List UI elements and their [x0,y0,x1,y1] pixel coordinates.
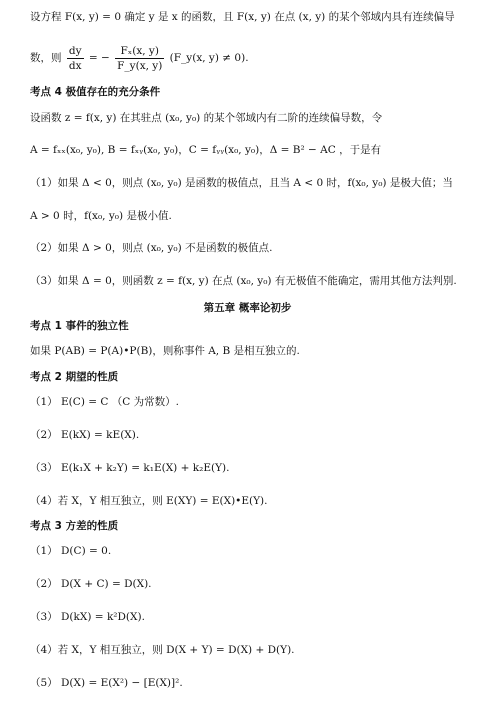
partial-fraction [115,44,164,73]
condition-text: (F_y(x, y) ≠ 0). [169,52,249,64]
sec4-item-2: （2）如果 Δ > 0，则点 (x₀, y₀) 不是函数的极值点. [30,242,273,254]
equals-minus: = − [88,52,110,64]
sec4-line-2: A = fₓₓ(x₀, y₀), B = fₓᵧ(x₀, y₀)，C = fᵧᵧ(x₀, y₀)，Δ = B² − AC ，于是有 [30,144,382,156]
sec4-item-1b: A > 0 时，f(x₀, y₀) 是极小值. [30,210,172,222]
sec4-item-3: （3）如果 Δ = 0，则函数 z = f(x, y) 在点 (x₀, y₀) 有无极值不能确定，需用其他方法判别. [30,275,457,287]
derivative-fraction [67,44,84,73]
variance-property: （1） D(C) = 0. [30,545,112,557]
sec4-item-1a: （1）如果 Δ < 0，则点 (x₀, y₀) 是函数的极值点，且当 A < 0 时，f(x₀, y₀) 是极大值；当 [30,177,453,189]
expectation-property: （3） E(k₁X + k₂Y) = k₁E(X) + k₂E(Y). [30,462,230,474]
variance-property: （4）若 X，Y 相互独立，则 D(X + Y) = D(X) + D(Y). [30,644,295,656]
variance-property: （2） D(X + C) = D(X). [30,578,152,590]
intro-prefix: 数，则 [30,52,62,64]
chapter-title: 第五章 概率论初步 [203,302,292,314]
section-heading: 考点 4 极值存在的充分条件 [30,86,161,98]
frac-denominator: F_y(x, y) [117,59,163,72]
frac-numerator: dy [68,44,82,57]
frac-numerator: Fₓ(x, y) [115,44,164,59]
expectation-property: （2） E(kX) = kE(X). [30,429,140,441]
sec4-line-1: 设函数 z = f(x, y) 在其驻点 (x₀, y₀) 的某个邻域内有二阶的连续偏导数，令 [30,112,383,124]
expectation-property: （1） E(C) = C （C 为常数）. [30,396,179,408]
section-heading: 考点 1 事件的独立性 [30,320,129,332]
variance-property: （3） D(kX) = k²D(X). [30,611,145,623]
variance-property: （5） D(X) = E(X²) − [E(X)]². [30,677,183,689]
intro-line-1: 设方程 F(x, y) = 0 确定 y 是 x 的函数，且 F(x, y) 在点 (x, y) 的某个邻域内具有连续偏导 [30,11,455,23]
section-heading: 考点 2 期望的性质 [30,371,119,383]
intro-line-2 [30,40,473,76]
expectation-property: （4）若 X，Y 相互独立，则 E(XY) = E(X)•E(Y). [30,495,268,507]
section-heading: 考点 3 方差的性质 [30,520,119,532]
frac-denominator: dx [68,59,82,72]
independence-definition: 如果 P(AB) = P(A)•P(B)，则称事件 A, B 是相互独立的. [30,345,300,357]
